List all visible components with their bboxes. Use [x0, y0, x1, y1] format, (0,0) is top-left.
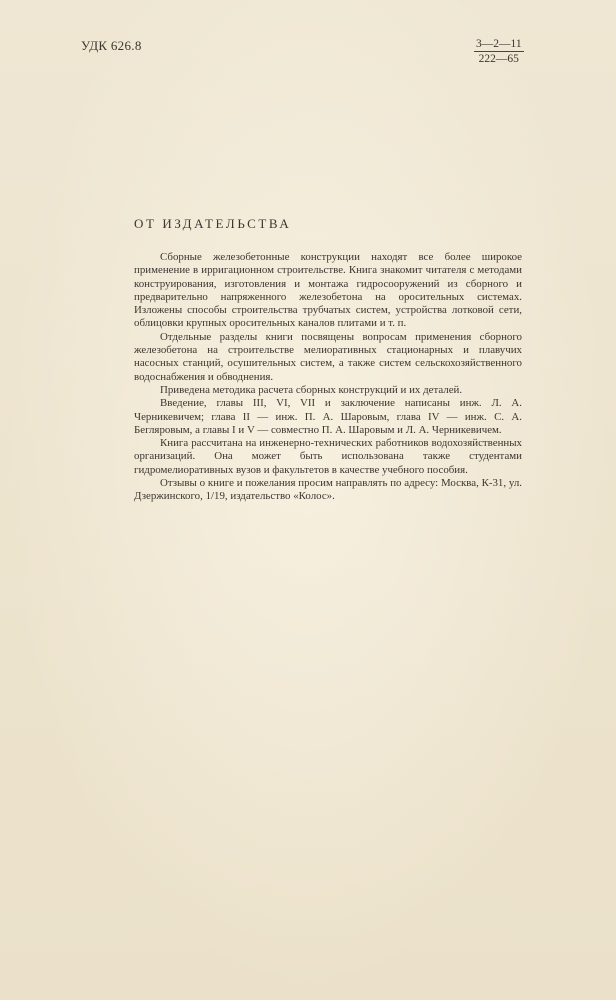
paragraph: Книга рассчитана на инженерно-технических работников водохозяйственных организаций. Она может быть использована также студентами гидромелиоративных вузов и факультетов в качестве учебного пособия.	[134, 437, 522, 476]
section-heading: ОТ ИЗДАТЕЛЬСТВА	[134, 216, 292, 231]
paragraph: Отзывы о книге и пожелания просим направлять по адресу: Москва, К-31, ул. Дзержинского, 1/19, издательство «Колос».	[134, 477, 522, 503]
udk-code: УДК 626.8	[81, 38, 142, 53]
catalog-code	[474, 37, 524, 66]
paragraph: Отдельные разделы книги посвящены вопросам применения сборного железобетона на строительстве мелиоративных стационарных и плавучих насосных станций, осушительных систем, а также систем сельскохозяйственного водоснабжения и обводнения.	[134, 330, 522, 383]
catalog-code-top: 3—2—11	[476, 38, 522, 50]
paragraph: Введение, главы III, VI, VII и заключение написаны инж. Л. А. Черникевичем; глава II — инж. П. А. Шаровым, глава IV — инж. С. А. Бегляровым, а главы I и V — совместно П. А. Шаровым и Л. А. Черникевичем.	[134, 397, 522, 436]
catalog-code-bottom: 222—65	[478, 53, 519, 65]
paragraph: Приведена методика расчета сборных конструкций и их деталей.	[160, 383, 463, 396]
publisher-note	[134, 251, 522, 504]
paragraph: Сборные железобетонные конструкции находят все более широкое применение в ирригационном строительстве. Книга знакомит читателя с методами конструирования, изготовления и монтажа гидросооружений из сборного и предварительно напряженного железобетона на оросительных системах. Изложены способы строительства трубчатых систем, устройства лотковой сети, облицовки крупных оросительных каналов плитами и т. п.	[134, 251, 522, 330]
